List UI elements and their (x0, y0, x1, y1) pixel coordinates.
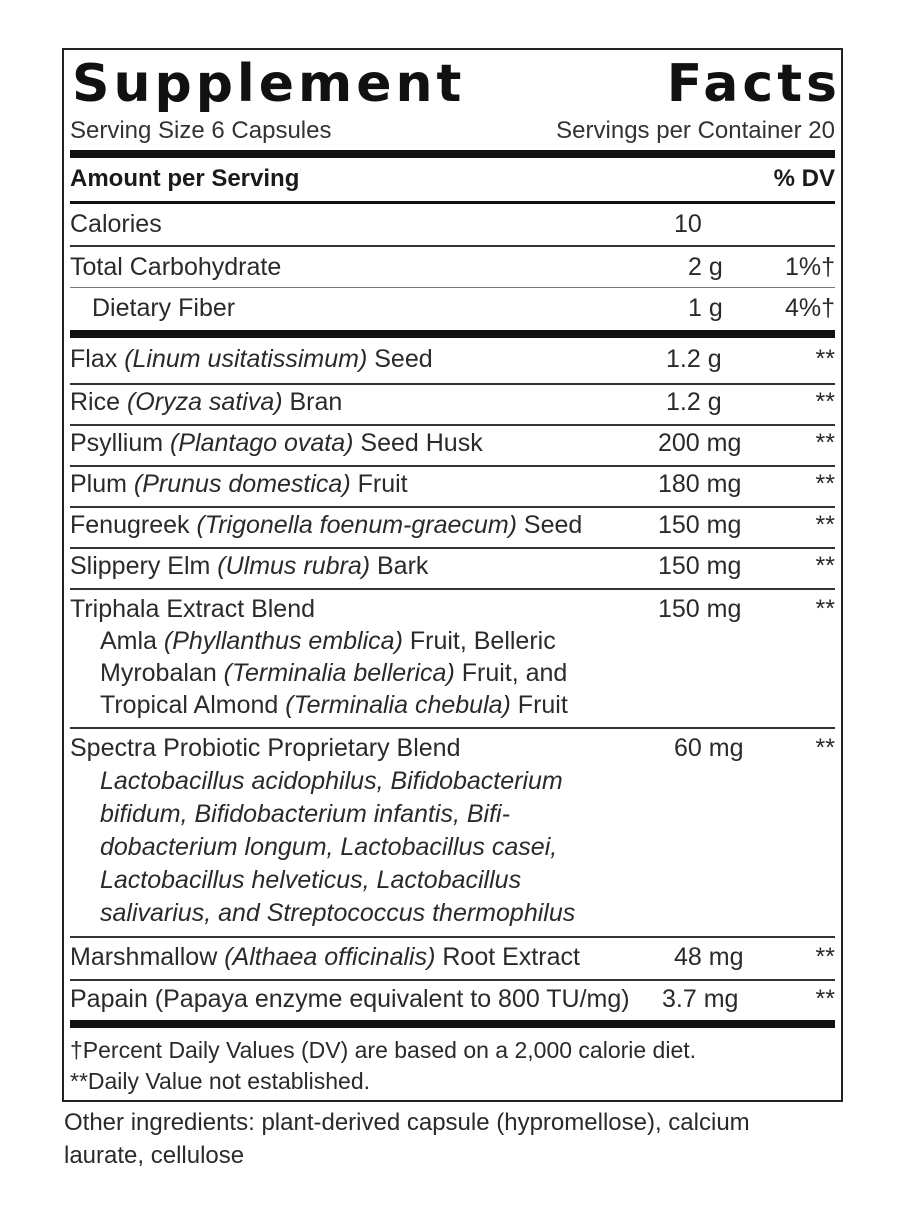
divider (70, 245, 835, 247)
nutrient-name: Dietary Fiber (92, 294, 236, 322)
ingredient-name: Psyllium (Plantago ovata) Seed Husk (70, 429, 483, 457)
nutrient-name: Total Carbohydrate (70, 253, 282, 281)
divider (70, 936, 835, 938)
triphala-detail: Tropical Almond (Terminalia chebula) Fruit (100, 691, 568, 719)
ingredient-dv: ** (815, 595, 835, 623)
ingredient-dv: ** (815, 429, 835, 457)
thick-divider (70, 1020, 835, 1028)
nutrient-row (70, 208, 835, 244)
ingredient-name: Flax (Linum usitatissimum) Seed (70, 345, 433, 373)
divider (70, 727, 835, 729)
probiotic-row (70, 732, 835, 932)
divider (70, 201, 835, 204)
serving-info (70, 114, 835, 148)
supplement-facts-panel (62, 48, 847, 1170)
panel-title: Supplement Facts (72, 54, 841, 114)
nutrient-dv: 4%† (784, 294, 835, 322)
ingredient-amount: 48 mg (674, 943, 744, 971)
nutrient-amount: 10 (674, 210, 702, 238)
probiotic-strain-line: Lactobacillus helveticus, Lactobacillus (100, 866, 522, 894)
ingredient-name: Triphala Extract Blend (70, 595, 316, 623)
divider (70, 506, 835, 508)
thick-divider (70, 330, 835, 338)
divider (70, 547, 835, 549)
dv-header: % DV (773, 165, 835, 192)
ingredient-amount: 150 mg (658, 552, 742, 580)
triphala-detail: Myrobalan (Terminalia bellerica) Fruit, and (100, 659, 568, 687)
footnote-not-established: **Daily Value not established. (70, 1068, 371, 1094)
divider (70, 424, 835, 426)
ingredient-dv: ** (815, 734, 835, 762)
other-ingredients: Other ingredients: plant-derived capsule (hypromellose), calcium laurate, cellulose (64, 1109, 750, 1169)
ingredient-dv: ** (815, 470, 835, 498)
footnote-dv: †Percent Daily Values (DV) are based on a 2,000 calorie diet. (70, 1037, 697, 1063)
probiotic-strain-line: bifidum, Bifidobacterium infantis, Bifi- (100, 800, 510, 828)
probiotic-strain-line: Lactobacillus acidophilus, Bifidobacterium (100, 767, 563, 795)
probiotic-strain-line: dobacterium longum, Lactobacillus casei, (100, 833, 558, 861)
ingredient-name: Slippery Elm (Ulmus rubra) Bark (70, 552, 429, 580)
ingredient-dv: ** (815, 511, 835, 539)
divider (70, 979, 835, 981)
ingredient-amount: 180 mg (658, 470, 742, 498)
divider (70, 383, 835, 385)
ingredient-name: Rice (Oryza sativa) Bran (70, 388, 343, 416)
probiotic-strain-line: salivarius, and Streptococcus thermophilus (100, 899, 576, 927)
thick-divider (70, 150, 835, 158)
ingredient-dv: ** (815, 388, 835, 416)
ingredient-name: Fenugreek (Trigonella foenum-graecum) Seed (70, 511, 583, 539)
ingredient-name: Papain (Papaya enzyme equivalent to 800 TU/mg) (70, 985, 630, 1013)
ingredient-name: Spectra Probiotic Proprietary Blend (70, 734, 461, 762)
servings-per-container: Servings per Container 20 (556, 117, 835, 144)
ingredient-amount: 3.7 mg (662, 985, 739, 1013)
ingredient-amount: 60 mg (674, 734, 744, 762)
ingredient-amount: 200 mg (658, 429, 742, 457)
ingredient-dv: ** (815, 345, 835, 373)
nutrient-dv: 1%† (784, 253, 835, 281)
amount-per-serving-label: Amount per Serving (70, 165, 300, 192)
nutrient-amount: 1 g (688, 294, 723, 322)
ingredient-amount: 150 mg (658, 511, 742, 539)
ingredient-dv: ** (815, 552, 835, 580)
ingredient-amount: 150 mg (658, 595, 742, 623)
facts-box (62, 48, 843, 1102)
ingredient-name: Plum (Prunus domestica) Fruit (70, 470, 408, 498)
ingredient-name: Marshmallow (Althaea officinalis) Root Extract (70, 943, 580, 971)
nutrient-amount: 2 g (688, 253, 723, 281)
ingredient-dv: ** (815, 943, 835, 971)
serving-size: Serving Size 6 Capsules (70, 117, 332, 144)
ingredient-amount: 1.2 g (666, 388, 722, 416)
triphala-detail: Amla (Phyllanthus emblica) Fruit, Belleric (100, 627, 556, 655)
amount-header (70, 162, 835, 196)
nutrient-name: Calories (70, 210, 162, 238)
divider (70, 287, 835, 288)
triphala-row (70, 593, 835, 723)
divider (70, 465, 835, 467)
divider (70, 588, 835, 590)
ingredient-dv: ** (815, 985, 835, 1013)
ingredient-amount: 1.2 g (666, 345, 722, 373)
